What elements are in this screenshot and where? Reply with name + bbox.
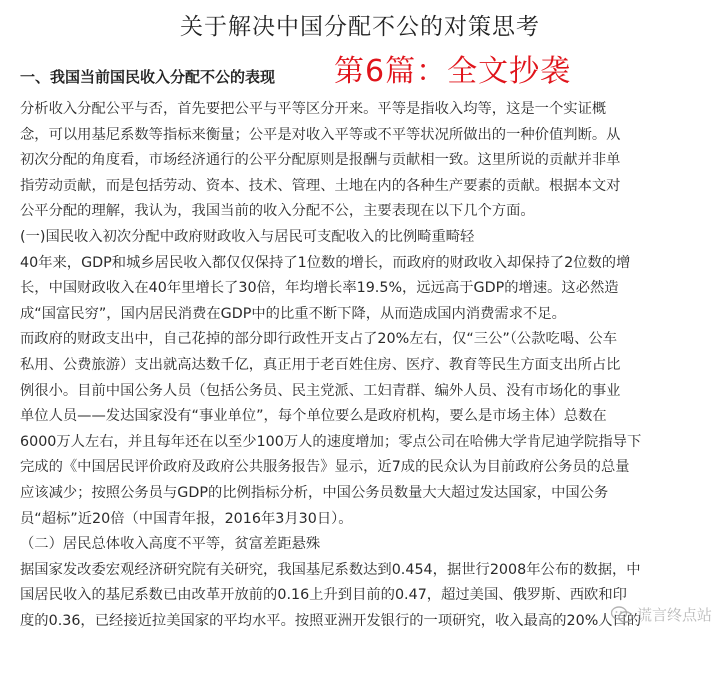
text-line: 单位人员——发达国家没有“事业单位”，每个单位要么是政府机构，要么是市场主体）总数在	[20, 408, 607, 425]
text-line: 私用、公费旅游）支出就高达数千亿，真正用于老百姓住房、医疗、教育等民生方面支出所占比	[20, 356, 621, 373]
subsection-heading: (一)国民收入初次分配中政府财政收入与居民可支配收入的比例畸重畸轻	[20, 228, 475, 245]
text-line: 指劳动贡献，而是包括劳动、资本、技术、管理、土地在内的各种生产要素的贡献。根据本文对	[20, 177, 621, 194]
text-line: 完成的《中国居民评价政府及政府公共服务报告》显示，近7成的民众认为目前政府公务员的总量	[20, 459, 630, 476]
wechat-icon	[611, 606, 633, 624]
text-line: 长，中国财政收入在40年里增长了30倍，年均增长率19.5%，远远高于GDP的增速。这必然造	[20, 280, 619, 297]
watermark-text: 谎言终点站	[636, 606, 712, 624]
text-line: 6000万人左右，并且每年还在以至少100万人的速度增加；零点公司在哈佛大学肯尼迪学院指导下	[20, 433, 642, 450]
text-line: 应该减少；按照公务员与GDP的比例指标分析，中国公务员数量大大超过发达国家，中国公务	[20, 484, 609, 501]
text-line: 国居民收入的基尼系数已由改革开放前的0.16上升到目前的0.47，超过美国、俄罗斯、西欧和印	[20, 587, 627, 604]
subsection-heading: （二）居民总体收入高度不平等，贫富差距悬殊	[20, 536, 321, 553]
text-line: 据国家发改委宏观经济研究院有关研究，我国基尼系数达到0.454，据世行2008年公布的数据，中	[20, 561, 641, 578]
text-line: 成“国富民穷”，国内居民消费在GDP中的比重不断下降，从而造成国内消费需求不足。	[20, 305, 566, 322]
text-line: 分析收入分配公平与否，首先要把公平与平等区分开来。平等是指收入均等，这是一个实证概	[20, 101, 607, 117]
text-line: 公平分配的理解，我认为，我国当前的收入分配不公，主要表现在以下几个方面。	[20, 203, 535, 220]
section-heading: 一、我国当前国民收入分配不公的表现	[20, 68, 276, 86]
watermark	[611, 604, 712, 625]
document-title: 关于解决中国分配不公的对策思考	[180, 14, 540, 40]
text-line: 初次分配的角度看，市场经济通行的公平分配原则是报酬与贡献相一致。这里所说的贡献并非单	[20, 152, 621, 169]
body-text	[20, 97, 702, 634]
text-line: 例很小。目前中国公务人员（包括公务员、民主党派、工妇青群、编外人员、没有市场化的事业	[20, 382, 621, 399]
red-overlay-caption: 第6篇：全文抄袭	[334, 54, 572, 89]
text-line: 念，可以用基尼系数等指标来衡量；公平是对收入平等或不平等状况所做出的一种价值判断。从	[20, 126, 621, 143]
text-line: 员“超标”近20倍（中国青年报，2016年3月30日）。	[20, 510, 353, 527]
text-line: 40年来，GDP和城乡居民收入都仅仅保持了1位数的增长，而政府的财政收入却保持了2位数的增	[20, 254, 631, 271]
text-line: 而政府的财政支出中，自己花掉的部分即行政性开支占了20%左右，仅“三公”（公款吃喝、公车	[20, 331, 618, 348]
text-line: 度的0.36，已经接近拉美国家的平均水平。按照亚洲开发银行的一项研究，收入最高的20%人口的	[20, 612, 642, 629]
